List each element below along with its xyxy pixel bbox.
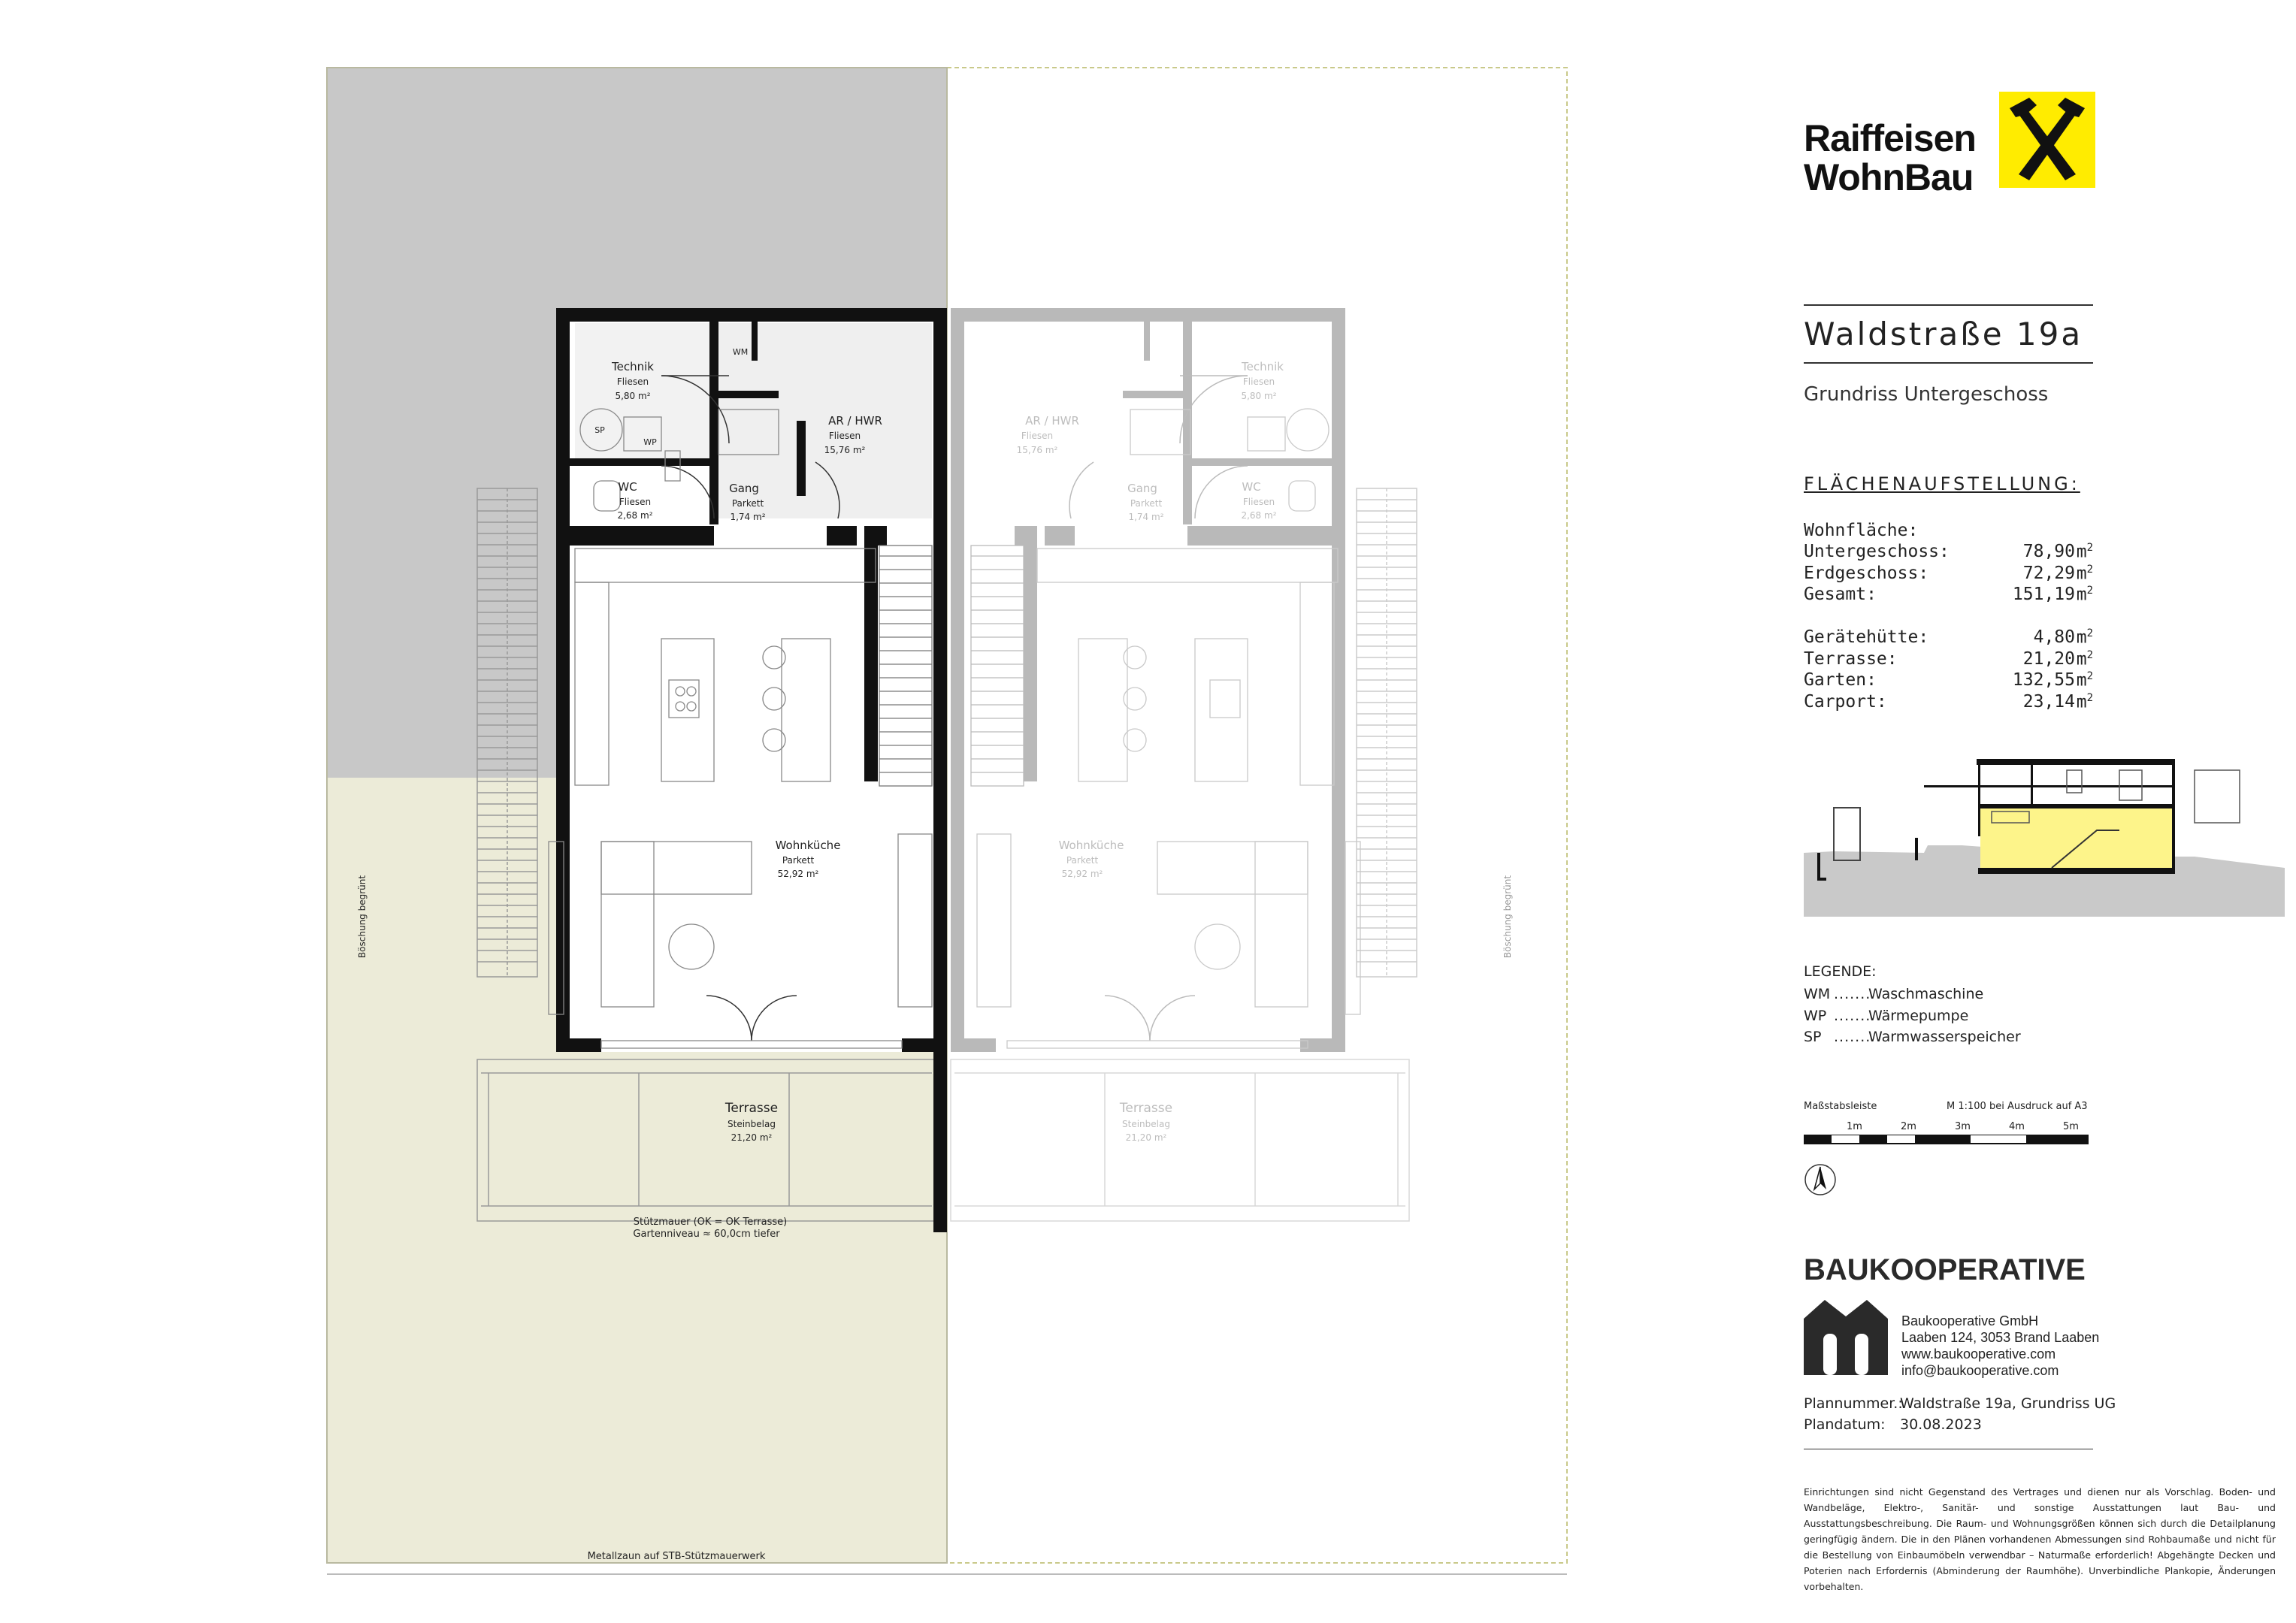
area-label: Erdgeschoss:: [1804, 563, 1929, 583]
mirror-ar-hwr-name: AR / HWR: [1025, 414, 1079, 428]
area-value: 72,29: [2022, 563, 2075, 583]
scale-tick-label: 5m: [2063, 1121, 2079, 1132]
mirror-terrasse-area: 21,20 m²: [1125, 1132, 1167, 1143]
area-label: Untergeschoss:: [1804, 542, 1950, 561]
gang-floor: Parkett: [731, 498, 764, 509]
legend-key: SP: [1804, 1029, 1822, 1045]
wohnkueche-name: Wohnküche: [775, 839, 841, 852]
mirror-ar-hwr-area: 15,76 m²: [1016, 445, 1058, 455]
legend-desc: Wärmepumpe: [1868, 1007, 1969, 1024]
legend-key: WP: [1804, 1007, 1827, 1024]
boeschung-left-label: Böschung begrünt: [357, 875, 368, 959]
logo-line-2: WohnBau: [1804, 156, 1974, 198]
baukooperative-address-line: Baukooperative GmbH: [1901, 1313, 2039, 1328]
technik-name: Technik: [612, 360, 654, 373]
mirror-technik-area: 5,80 m²: [1241, 391, 1277, 401]
areas-heading: FLÄCHENAUFSTELLUNG:: [1804, 473, 2080, 494]
technik-floor: Fliesen: [616, 376, 649, 387]
plandatum-value: 30.08.2023: [1900, 1416, 1982, 1433]
wp-label: WP: [643, 437, 657, 447]
area-row: [1804, 670, 2093, 693]
plan-subtitle: Grundriss Untergeschoss: [1804, 383, 2049, 406]
legend-dots: .......: [1834, 1007, 1871, 1024]
mirror-terrasse-name: Terrasse: [1119, 1101, 1173, 1116]
legend-dots: .......: [1834, 1029, 1871, 1045]
area-label: Gerätehütte:: [1804, 627, 1929, 647]
plannummer-row: [1804, 1395, 2116, 1412]
scale-note: M 1:100 bei Ausdruck auf A3: [1947, 1101, 2088, 1112]
mirror-gang-name: Gang: [1127, 482, 1157, 495]
mirror-wc-area: 2,68 m²: [1241, 510, 1277, 521]
terrasse-area: 21,20 m²: [731, 1132, 773, 1143]
legend-key: WM: [1804, 986, 1831, 1002]
gang-name: Gang: [729, 482, 759, 495]
wohnkueche-area: 52,92 m²: [777, 869, 819, 879]
terrace-right: [951, 1059, 1409, 1221]
raiffeisen-logo-text: [1804, 119, 1976, 197]
mirror-gang-floor: Parkett: [1130, 498, 1163, 509]
mirror-wohnkueche-area: 52,92 m²: [1061, 869, 1103, 879]
baukooperative-house-icon: [1804, 1300, 1888, 1375]
area-value: 78,90: [2022, 542, 2075, 561]
wohnkueche-floor: Parkett: [782, 855, 815, 866]
mirror-ar-hwr-floor: Fliesen: [1021, 431, 1054, 441]
title-rule-top: [1804, 304, 2093, 306]
area-value: 151,19: [2012, 585, 2075, 604]
legend-desc: Waschmaschine: [1868, 986, 1984, 1002]
area-row: [1804, 627, 2093, 650]
terrasse-floor: Steinbelag: [728, 1119, 776, 1129]
area-unit: $m^2$: [2076, 691, 2093, 712]
areas-group-label: [1804, 521, 2093, 543]
plandatum-label: Plandatum:: [1804, 1416, 1886, 1433]
grey-site-strip: [327, 488, 552, 778]
area-row: [1804, 649, 2093, 672]
areas-group-label-text: Wohnfläche:: [1804, 521, 1919, 540]
mirror-terrasse-floor: Steinbelag: [1122, 1119, 1170, 1129]
raiffeisen-crossed-horse-heads-icon: [1999, 92, 2095, 188]
area-unit: $m^2$: [2076, 670, 2093, 691]
boeschung-right-label: Böschung begrünt: [1502, 875, 1513, 959]
area-unit: $m^2$: [2076, 542, 2093, 562]
baukooperative-address-line: www.baukooperative.com: [1901, 1346, 2056, 1362]
terrasse-name: Terrasse: [724, 1101, 779, 1116]
scale-label: Maßstabsleiste: [1804, 1101, 1877, 1112]
area-row: [1804, 564, 2093, 586]
area-unit: $m^2$: [2076, 585, 2093, 605]
wm-label: WM: [732, 347, 749, 357]
ar-hwr-name: AR / HWR: [828, 414, 882, 428]
legend-row: [1804, 1008, 1968, 1024]
area-value: 132,55: [2012, 670, 2075, 690]
area-label: Garten:: [1804, 670, 1877, 690]
mirror-wohnkueche-floor: Parkett: [1066, 855, 1099, 866]
legend-row: [1804, 1029, 2021, 1045]
area-value: 4,80: [2033, 627, 2075, 647]
plannummer-label: Plannummer.:: [1804, 1395, 1903, 1412]
mirror-wc-floor: Fliesen: [1242, 497, 1275, 507]
area-unit: $m^2$: [2076, 648, 2093, 669]
area-unit: $m^2$: [2076, 627, 2093, 648]
area-label: Gesamt:: [1804, 585, 1877, 604]
metallzaun-label: Metallzaun auf STB-Stützmauerwerk: [587, 1551, 766, 1562]
disclaimer-text: Einrichtungen sind nicht Gegenstand des Vertrages und dienen nur als Vorschlag. Boden- und Wandbeläge, Elektro-, Sanitär- und sonstige Ausstattungen laut Bau- und Ausstattungsbeschreibung. Die Raum- und Wohnungsgrößen können sich durch die Detailplanung geringfügig ändern. Die in den Plänen vorhandenen Abmessungen sind Rohbaumaße und nicht für die Bestellung von Einbaumöbeln verwendbar – Naturmaße erforderlich! Abgehängte Decken und Poterien nach Erfordernis (Abminderung der Raumhöhe). Unverbindliche Plankopie, Änderungen vorbehalten.: [1804, 1486, 2276, 1592]
area-label: Terrasse:: [1804, 648, 1898, 669]
baukooperative-title: BAUKOOPERATIVE: [1804, 1253, 2086, 1286]
technik-area: 5,80 m²: [615, 391, 651, 401]
unit-floor-right: [951, 308, 1345, 1052]
sp-label: SP: [594, 425, 605, 435]
scale-tick-label: 1m: [1847, 1121, 1862, 1132]
area-row: [1804, 692, 2093, 715]
ug-highlight: [1980, 808, 2172, 868]
area-unit: $m^2$: [2076, 563, 2093, 584]
area-value: 21,20: [2022, 648, 2075, 669]
title-rule-bottom: [1804, 362, 2093, 364]
legend-dots: .......: [1834, 986, 1871, 1002]
plandatum-row: [1804, 1416, 1982, 1433]
gartenniveau-label: Gartenniveau ≈ 60,0cm tiefer: [633, 1229, 780, 1240]
title-block: [1804, 0, 2285, 1623]
area-label: Carport:: [1804, 691, 1887, 712]
outdoor-stair-right: [1357, 488, 1417, 977]
area-row: [1804, 585, 2093, 607]
mirror-gang-area: 1,74 m²: [1128, 512, 1164, 522]
gang-area: 1,74 m²: [730, 512, 766, 522]
mirror-technik-name: Technik: [1242, 360, 1284, 373]
wc-area: 2,68 m²: [617, 510, 653, 521]
area-row: [1804, 542, 2093, 564]
north-arrow-icon: [1804, 1161, 1837, 1198]
mirror-wohnkueche-name: Wohnküche: [1058, 839, 1124, 852]
wc-name: WC: [618, 480, 637, 494]
scale-tick-label: 2m: [1901, 1121, 1916, 1132]
mirror-wc-name: WC: [1242, 480, 1261, 494]
party-wall-terrace: [933, 1052, 945, 1232]
scale-tick-label: 4m: [2009, 1121, 2025, 1132]
area-value: 23,14: [2022, 691, 2075, 712]
legend-desc: Warmwasserspeicher: [1868, 1029, 2021, 1045]
baukooperative-address-line: info@baukooperative.com: [1901, 1363, 2059, 1378]
logo-line-1: Raiffeisen: [1804, 117, 1976, 159]
scale-tick-label: 3m: [1955, 1121, 1971, 1132]
section-sketch: [1804, 725, 2285, 920]
scale-bar: [1804, 1135, 2089, 1145]
legend-row: [1804, 986, 1983, 1002]
wc-floor: Fliesen: [619, 497, 652, 507]
project-title: Waldstraße 19a: [1804, 316, 2083, 352]
ar-hwr-area: 15,76 m²: [824, 445, 866, 455]
mirror-technik-floor: Fliesen: [1242, 376, 1275, 387]
stuetzmauer-label: Stützmauer (OK = OK Terrasse): [633, 1216, 788, 1228]
ar-hwr-floor: Fliesen: [828, 431, 861, 441]
plannummer-value: Waldstraße 19a, Grundriss UG: [1900, 1395, 2116, 1412]
baukooperative-address-line: Laaben 124, 3053 Brand Laaben: [1901, 1330, 2100, 1345]
legend-title: LEGENDE:: [1804, 963, 1877, 980]
